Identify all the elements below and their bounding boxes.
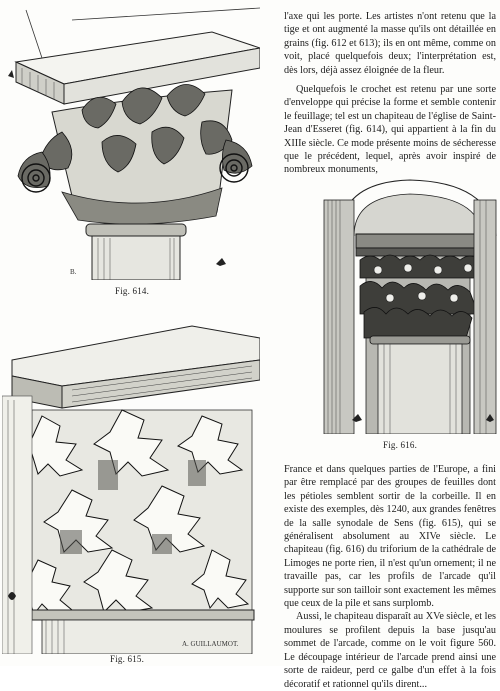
figure-616-capital-illustration bbox=[320, 176, 498, 434]
paragraph-bottom-1: France et dans quelques parties de l'Europe, a fini par être remplacé par des groupes de feuilles dont les pétioles semblent sortir de la corbeille. Il en existe des exemples, dès 1240, aux grandes fenêtres de la salle synodale de Sens (fig. 615), qui se généralisent absolument au XIVe siècle. Le chapiteau (fig. 616) du triforium de la cathédrale de Limoges ne porte rien, il n'est qu'un ornement; il ne travaille pas, car les profils de l'arcade qu'il supporte sur son tailloir sont exactement les mêmes que ceux de la pile et sans surplomb. bbox=[284, 464, 496, 610]
capital-616-drawing bbox=[320, 176, 498, 434]
figure-615-signature: A. GUILLAUMOT. bbox=[182, 640, 239, 648]
figure-614-capital-illustration bbox=[2, 2, 260, 280]
figure-614-mark: B. bbox=[70, 268, 77, 276]
figure-615-caption: Fig. 615. bbox=[110, 654, 145, 664]
figure-615-capital-illustration bbox=[2, 320, 260, 654]
text-column-top bbox=[284, 10, 496, 177]
text-column-bottom bbox=[284, 463, 496, 691]
capital-615-drawing bbox=[2, 320, 260, 654]
paragraph-top-1: l'axe qui les porte. Les artistes n'ont retenu que la tige et ont augmenté la masse qu'ils ont détaillée en grains (fig. 612 et 613); ils en ont même, comme on voit, placé quelquefois deux; l'interprétation est, dès lors, déjà assez éloignée de la fleur. bbox=[284, 11, 496, 76]
figure-616-caption: Fig. 616. bbox=[383, 440, 418, 450]
figure-614-caption: Fig. 614. bbox=[115, 286, 150, 296]
paragraph-top-2: Quelquefois le crochet est retenu par une sorte d'enveloppe qui précise la forme et semble contenir le feuillage; tel est un chapiteau de l'église de Saint-Jean d'Esseret (fig. 614), qui appartient à la fin du XIIIe siècle. Ce mode présente moins de sécheresse que le précédent, lequel, après avoir inspiré de nombreux monuments, bbox=[284, 84, 496, 176]
paragraph-bottom-2: Aussi, le chapiteau disparaît au XVe siècle, et les moulures se profilent depuis la base jusqu'au sommet de l'arcade, comme on le voit figure 560. Le découpage intérieur de l'arcade prend ainsi une sorte de raideur, perd ce galbe d'un effet à la fois décoratif et rationnel qu'ils dirent... bbox=[284, 611, 496, 690]
capital-614-drawing bbox=[2, 2, 260, 280]
